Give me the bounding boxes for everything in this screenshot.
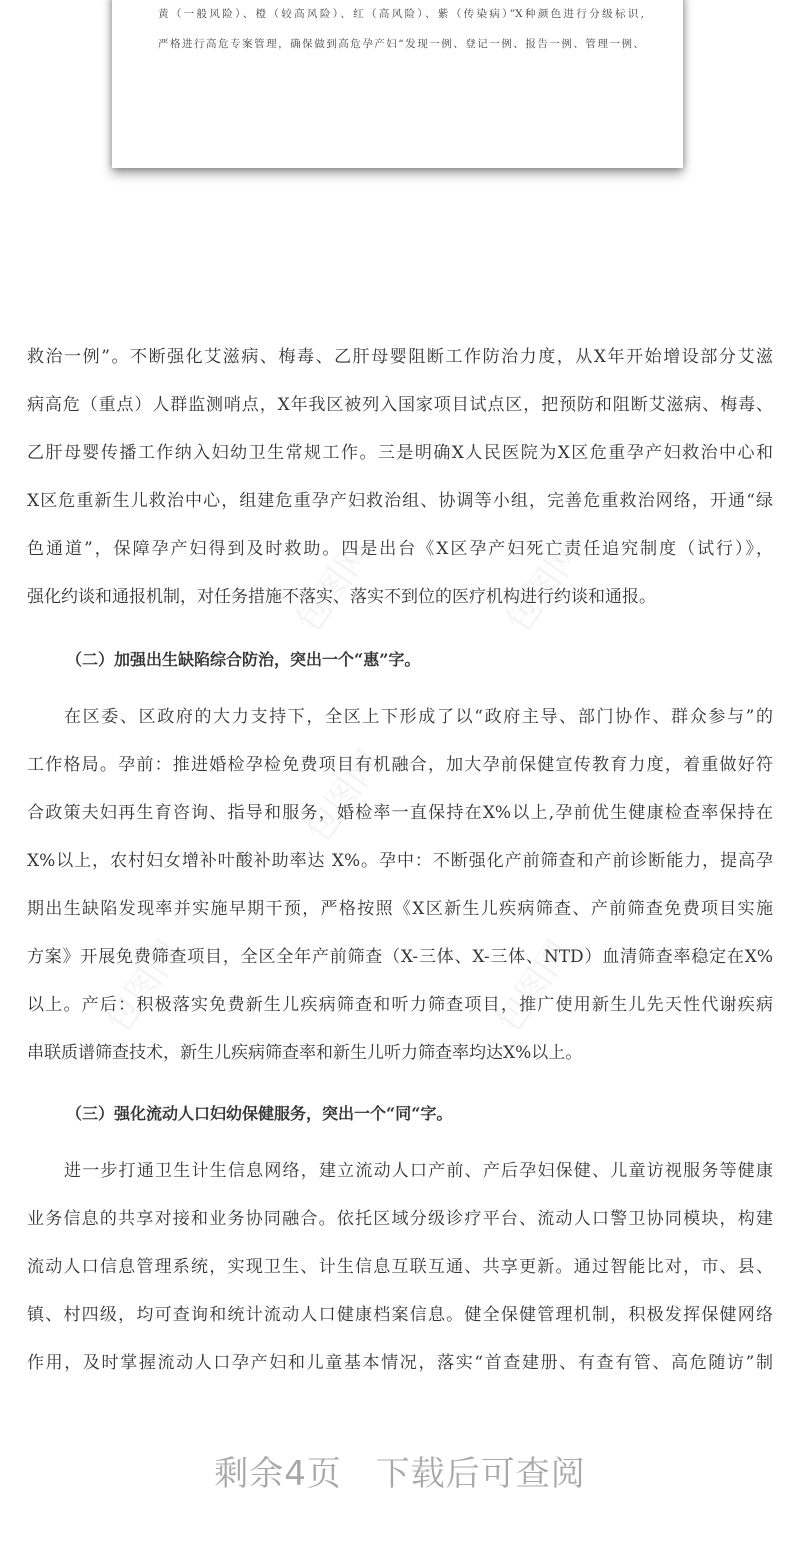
- text-line: 乙肝母婴传播工作纳入妇幼卫生常规工作。三是明确X人民医院为X区危重孕产妇救治中心和: [27, 443, 773, 463]
- text-line: 作用，及时掌握流动人口孕产妇和儿童基本情况，落实“首查建册、有查有管、高危随访”制: [27, 1353, 773, 1373]
- text-line: 工作格局。孕前：推进婚检孕检免费项目有机融合，加大孕前保健宣传教育力度，着重做好符: [27, 755, 773, 775]
- section-heading-3: （三）强化流动人口妇幼保健服务，突出一个“同“字。: [66, 1104, 453, 1123]
- text-line: 串联质谱筛查技术，新生儿疾病筛查率和新生儿听力筛查率均达X%以上。: [27, 1043, 583, 1063]
- text-line: 镇、村四级，均可查询和统计流动人口健康档案信息。健全保健管理机制，积极发挥保健网络: [27, 1305, 773, 1325]
- watermark: 包图网: [98, 933, 190, 1040]
- text-line: 以上。产后：积极落实免费新生儿疾病筛查和听力筛查项目，推广使用新生儿先天性代谢疾病: [27, 995, 773, 1015]
- text-line: 病高危（重点）人群监测哨点，X年我区被列入国家项目试点区，把预防和阻断艾滋病、梅毒、: [27, 395, 773, 415]
- text-line: 期出生缺陷发现率并实施早期干预，严格按照《X区新生儿疾病筛查、产前筛查免费项目实施: [27, 899, 773, 919]
- watermark: 包图网: [288, 533, 380, 640]
- watermark: 包图网: [498, 533, 590, 640]
- text-line: 救治一例”。不断强化艾滋病、梅毒、乙肝母婴阻断工作防治力度，从X年开始增设部分艾滋: [27, 347, 773, 367]
- text-line: 色通道”，保障孕产妇得到及时救助。四是出台《X区孕产妇死亡责任追究制度（试行）》，: [27, 539, 773, 559]
- text-line: 进一步打通卫生计生信息网络，建立流动人口产前、产后孕妇保健、儿童访视服务等健康: [64, 1161, 773, 1181]
- text-line: X%以上，农村妇女增补叶酸补助率达 X%。孕中：不断强化产前筛查和产前诊断能力，提高孕: [27, 851, 773, 871]
- section-heading-2: （二）加强出生缺陷综合防治，突出一个“惠”字。: [66, 650, 421, 669]
- text-line: 流动人口信息管理系统，实现卫生、计生信息互联互通、共享更新。通过智能比对，市、县、: [27, 1257, 773, 1277]
- download-to-view-remaining-link[interactable]: 剩余4页 下载后可查阅: [214, 1454, 586, 1494]
- text-line: 业务信息的共享对接和业务协同融合。依托区域分级诊疗平台、流动人口警卫协同模块，构建: [27, 1209, 773, 1229]
- text-line: 方案》开展免费筛查项目，全区全年产前筛查（X-三体、X-三体、NTD）血清筛查率稳定在X%: [27, 947, 773, 967]
- card-text-line: 严格进行高危专案管理，确保做到高危孕产妇“发现一例、登记一例、报告一例、管理一例、: [158, 38, 644, 50]
- text-line: 在区委、区政府的大力支持下，全区上下形成了以“政府主导、部门协作、群众参与”的: [64, 707, 773, 727]
- watermark: 包图网: [488, 933, 580, 1040]
- text-line: 合政策夫妇再生育咨询、指导和服务，婚检率一直保持在X%以上,孕前优生健康检查率保持在: [27, 803, 773, 823]
- card-text-line: 黄（一般风险）、橙（较高风险）、红（高风险）、紫（传染病）”X种颜色进行分级标识,: [158, 8, 644, 20]
- text-line: 强化约谈和通报机制，对任务措施不落实、落实不到位的医疗机构进行约谈和通报。: [27, 587, 656, 607]
- text-line: X区危重新生儿救治中心，组建危重孕产妇救治组、协调等小组，完善危重救治网络，开通“绿: [27, 491, 773, 511]
- page-preview-card: [112, 0, 683, 168]
- watermark: 包图网: [298, 743, 390, 850]
